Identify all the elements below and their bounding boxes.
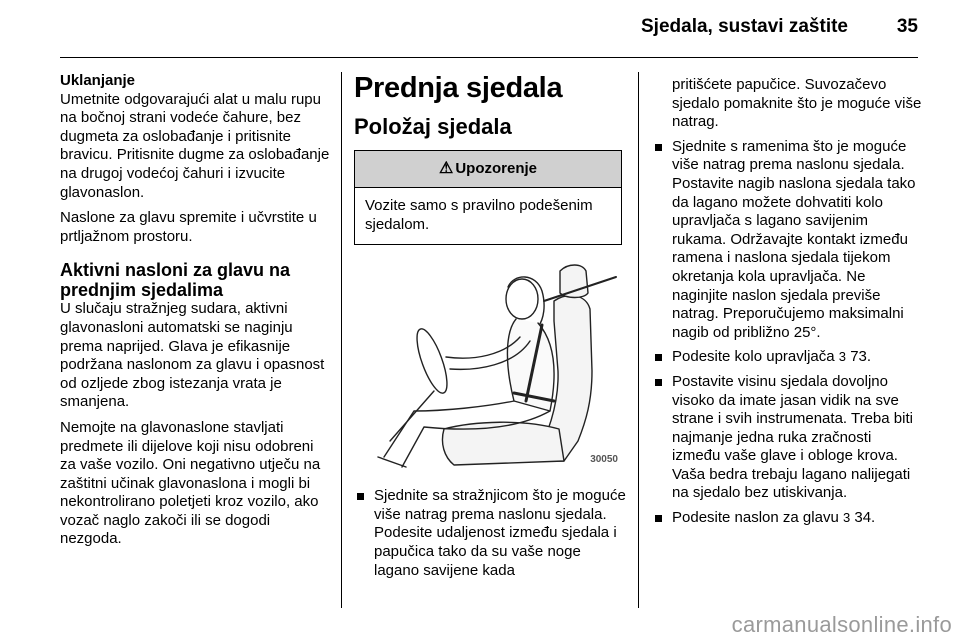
- column-left: [60, 72, 330, 556]
- list-item: [652, 509, 922, 528]
- header-title: Sjedala, sustavi zaštite: [641, 16, 848, 37]
- list-item-text: Podesite naslon za glavu: [672, 509, 839, 527]
- list-item: Sjednite s ramenima što je moguće više natrag prema naslonu sjedala. Postavite nagib naslona sjedala tako da lagano možete dohvatiti kolo upravljača s lagano savijenim rukama. Održavajte kontakt između ramena i naslona sjedala tijekom okretanja kola upravljača. Ne naginjite naslon sjedala previše natrag. Preporučujemo maksimalni nagib od približno 25°.: [652, 138, 922, 343]
- warning-box: [354, 150, 622, 245]
- warning-title: Upozorenje: [455, 159, 538, 177]
- removal-paragraph: Umetnite odgovarajući alat u malu rupu na bočnoj strani vodeće čahure, bez dugmeta za oslobađanje i pritisnite bravicu. Pritisnite dugme za oslobađanje na drugoj vodećoj čahuri i izvucite glavonaslon.: [60, 90, 330, 201]
- page-reference: 73.: [850, 348, 872, 366]
- column-middle: [354, 72, 626, 586]
- column-right: [652, 76, 922, 534]
- list-item-text: Podesite kolo upravljača: [672, 348, 835, 366]
- storage-paragraph: Naslone za glavu spremite i učvrstite u prtljažnom prostoru.: [60, 209, 317, 245]
- removal-heading: Uklanjanje: [60, 72, 136, 89]
- image-code: 30050: [590, 453, 618, 465]
- active-headrest-heading: Aktivni nasloni za glavu na prednjim sjedalima: [60, 260, 291, 301]
- list-item: Sjednite sa stražnjicom što je moguće više natrag prema naslonu sjedala. Podesite udaljenost između sjedala i papučica tako da su vaše noge lagano savijene kada: [354, 487, 626, 580]
- watermark: carmanualsonline.info: [731, 612, 952, 637]
- section-title: Prednja sjedala: [354, 72, 563, 104]
- seat-instructions-list: [354, 487, 626, 580]
- driver-seat-illustration-icon: [354, 261, 624, 473]
- bullet-continuation: pritišćete papučice. Suvozačevo sjedalo pomaknite što je moguće više natrag.: [672, 76, 922, 131]
- warning-header: [355, 151, 621, 188]
- list-item: [652, 348, 922, 367]
- caution-paragraph: Nemojte na glavonaslone stavljati predmete ili dijelove koji nisu odobreni za vaše vozilo. Oni negativno utječu na zaštitni učinak glavonaslona i mogli bi nekontrolirano poletjeti kroz vozilo, ako vozač naglo zakoči ili se dogodi nezgoda.: [60, 418, 321, 548]
- warning-triangle-icon: ⚠: [438, 159, 454, 177]
- column-divider: [341, 72, 342, 608]
- seat-position-illustration: [354, 261, 624, 473]
- warning-text: Vozite samo s pravilno podešenim sjedalom.: [365, 197, 593, 233]
- column-divider: [638, 72, 639, 608]
- page-reference: 34.: [854, 509, 876, 527]
- page-reference-icon: 3: [838, 349, 847, 365]
- subsection-title: Položaj sjedala: [354, 114, 512, 139]
- active-headrest-paragraph: U slučaju stražnjeg sudara, aktivni glavonasloni automatski se naginju prema naprijed. Glava je efikasnije podržana naslonom za glavu i opasnost od ozljede zbog istezanja vrata je smanjena.: [60, 300, 325, 411]
- page-reference-icon: 3: [842, 510, 851, 526]
- list-item: Postavite visinu sjedala dovoljno visoko da imate jasan vidik na sve strane i svih instrumenata. Treba biti najmanje jedna ruka zračnosti između vaše glave i obloge krova. Vaša bedra trebaju lagano nalijegati na sjedalo bez utiskivanja.: [652, 373, 922, 503]
- header-rule: [60, 57, 918, 58]
- page-number: 35: [896, 16, 918, 37]
- seat-instructions-list-continued: [652, 138, 922, 528]
